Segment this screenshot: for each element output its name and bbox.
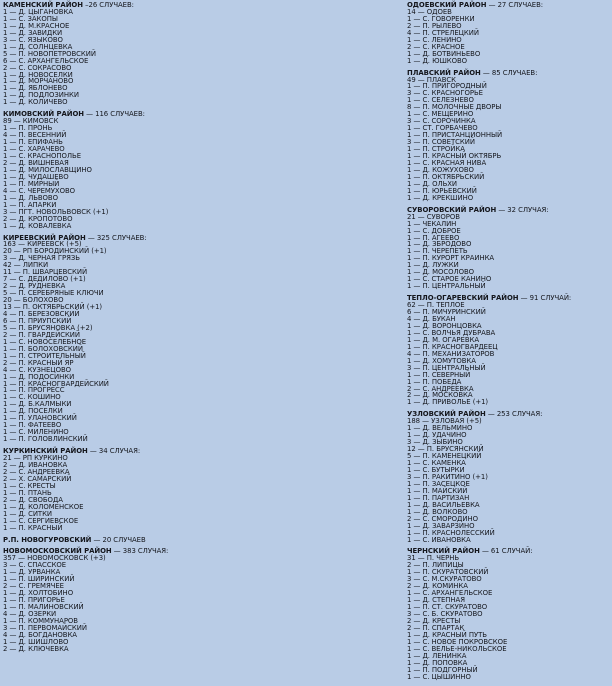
locality-row: 1 — С. НОВОЕ ПОКРОВСКОЕ [407, 637, 508, 646]
locality-row: 1 — Д. ВЕЛЬМИНО [407, 424, 473, 433]
locality-row: 1 — П. СКУРАТОВСКИЙ [407, 568, 489, 577]
locality-row: 31 — П. ЧЕРНЬ [407, 554, 460, 563]
locality-row: 3 — С. М.СКУРАТОВО [407, 575, 482, 584]
locality-row: 1 — П. ЮРЬЕВСКИЙ [407, 186, 477, 195]
district-title: Р.П. НОВОГУРОВСКИЙ [3, 535, 92, 544]
locality-row: 5 — П. КАМЕНЕЦКИЙ [407, 452, 482, 461]
locality-row: 3 — Д. ЧЕРНАЯ ГРЯЗЬ [3, 254, 80, 263]
locality-row: 1 — Д. БОТВИНЬЕВО [407, 49, 481, 58]
locality-row: 4 — Д. ОЗЕРКИ [3, 610, 57, 619]
locality-row: 3 — С. Б. СКУРАТОВО [407, 610, 483, 619]
locality-row: 1 — П. ПРИГОРЬЕ [3, 596, 65, 605]
locality-row: 1 — С. МИЛЕНИНО [3, 428, 69, 437]
district-title: СУВОРОВСКИЙ РАЙОН [407, 205, 497, 214]
district-case-count: — 325 СЛУЧАЕВ: [87, 233, 147, 242]
locality-row: 6 — П. ПРИУПСКИЙ [3, 316, 72, 325]
district-title: ТЕПЛО-ОГАРЕВСКИЙ РАЙОН [407, 294, 519, 303]
locality-row: 1 — П. КРАСНОЛЕССКИЙ [407, 528, 495, 537]
locality-row: 20 — БОЛОХОВО [3, 296, 64, 305]
locality-row: 2 — П. ЛИПИЦЫ [407, 561, 464, 570]
locality-row: 1 — Д. ЛЬВОВО [3, 193, 58, 202]
locality-row: 4 — П. СТРЕЛЕЦКИЙ [407, 28, 479, 37]
district-block [407, 295, 610, 406]
locality-row: 1 — Д. СИТКИ [3, 509, 53, 518]
locality-row: 5 — П. СЕРЕБРЯНЫЕ КЛЮЧИ [3, 289, 104, 298]
locality-row: 1 — Д. ВОРОНЦОВКА [407, 321, 482, 330]
locality-row: 2 — Х. САМАРСКИЙ [3, 474, 72, 483]
locality-row: 3 — П. ПЕРВОМАЙСКИЙ [3, 623, 87, 632]
district-case-count: — 91 СЛУЧАЙ: [520, 294, 572, 303]
locality-row: 1 — П. КОММУНАРОВ [3, 617, 78, 626]
locality-row: 1 — С. ГОВОРЕНКИ [407, 14, 475, 23]
locality-row: 14 — ОДОЕВ [407, 7, 452, 16]
locality-row: 1 — Д. ХОЛТОБИНО [3, 589, 74, 598]
locality-row: 1 — Д. ПРИВОЛЬЕ (+1) [407, 398, 489, 407]
locality-row: 1 — П. ШИРИНСКИЙ [3, 575, 75, 584]
locality-row: 1 — Д. ПОПОВКА [407, 658, 468, 667]
locality-row: 1 — Д. ЗАВИДКИ [3, 28, 63, 37]
district-case-count: — 85 СЛУЧАЕВ: [482, 68, 538, 77]
locality-row: 1 — С. АРХАНГЕЛЬСКОЕ [407, 589, 493, 598]
district-case-count: — 27 СЛУЧАЕВ: [488, 1, 544, 9]
locality-row: 4 — Д. БУКАН [407, 314, 456, 323]
locality-row: 1 — Д. М.КРАСНОЕ [3, 21, 70, 30]
locality-row: 2 — С. СОКРАСОВО [3, 63, 72, 72]
locality-row: 1 — Д. ПОДЛОЗИНКИ [3, 91, 79, 100]
locality-row: 4 — С. ЧЕРЕМУХОВО [3, 186, 76, 195]
locality-row: 1 — Д. ЧУДАШЕВО [3, 172, 69, 181]
locality-row: 1 — Д. ЗБРОДОВО [407, 240, 472, 249]
district-block [3, 111, 303, 229]
district-case-count: — 253 СЛУЧАЯ: [487, 410, 543, 419]
right-column [407, 2, 610, 686]
locality-row: 3 — С. КРАСНОГОРЬЕ [407, 89, 483, 98]
locality-row: 188 — УЗЛОВАЯ (+5) [407, 417, 482, 426]
locality-row: 2 — С. АНДРЕЕВКА [3, 467, 70, 476]
locality-row: 1 — С. БУТЫРКИ [407, 466, 465, 474]
locality-row: 1 — Д. ВАСИЛЬЕВКА [407, 500, 480, 509]
locality-row: 2 — С. ГРЕМЯЧЕЕ [3, 582, 64, 591]
locality-row: 357 — НОВОМОСКОВСК (+3) [3, 554, 106, 563]
locality-row: 1 — П. КРАСНОГВАРДЕЕЦ [407, 342, 498, 351]
locality-row: 1 — П. МИРНЫЙ [3, 179, 60, 188]
locality-row: 1 — П. ФАТЕЕВО [3, 421, 62, 430]
locality-row: 2 — П. СПАРТАК [407, 623, 465, 632]
locality-row: 2 — С. КРАСНОЕ [407, 42, 465, 51]
district-block [3, 2, 303, 106]
locality-row: 1 — Д. ШИШЛОВО [3, 637, 69, 646]
locality-row: 1 — П. СТРОЙКА [407, 145, 465, 154]
locality-row: 49 — ПЛАВСК [407, 75, 456, 84]
district-case-count: — 383 СЛУЧАЯ: [113, 547, 169, 556]
locality-row: 4 — П. БЕРЕЗОВСКИЙ [3, 309, 80, 318]
district-title: ЧЕРНСКИЙ РАЙОН [407, 547, 480, 556]
locality-row: 1 — П. ОКТЯБРЬСКИЙ [407, 172, 485, 181]
locality-row: 1 — П. КРАСНОГВАРДЕЙСКИЙ [3, 379, 109, 388]
locality-row: 6 — С. АРХАНГЕЛЬСКОЕ [3, 56, 89, 65]
locality-row: 21 — РП КУРКИНО [3, 454, 68, 463]
locality-row: 1 — С. КАМЕНКА [407, 459, 466, 468]
locality-row: 1 — С. ЛЕНИНО [407, 35, 462, 44]
locality-row: 5 — П. БРУСЯНОВКА (+2) [3, 323, 93, 332]
locality-row: 2 — Д. РУДНЕВКА [3, 282, 66, 291]
district-block [407, 2, 610, 65]
district-block [3, 235, 303, 444]
locality-row: 89 — КИМОВСК [3, 117, 59, 126]
district-case-count: — 116 СЛУЧАЕВ: [86, 110, 145, 119]
locality-row: 1 — П. КУРОРТ КРАИНКА [407, 254, 495, 263]
locality-row: 1 — С. СТАРОЕ КАНИНО [407, 275, 492, 284]
locality-row: 1 — Д. КОВАЛЕВКА [3, 221, 72, 230]
locality-row: 1 — Д. ЛЕНИНКА [407, 651, 467, 660]
district-block [407, 70, 610, 202]
locality-row: 1 — С. ВОЛЧЬЯ ДУБРАВА [407, 328, 496, 337]
locality-row: 1 — Д. КОЖУХОВО [407, 165, 474, 174]
locality-row: 3 — ПГТ. НОВОЛЬВОВСК (+1) [3, 207, 109, 216]
locality-row: 1 — С. КОШИНО [3, 393, 61, 402]
district-header [3, 537, 303, 544]
locality-row: 5 — П. НОВОПЕТРОВСКИЙ [3, 49, 96, 58]
locality-row: 1 — Д. ЛУЖКИ [407, 261, 459, 270]
locality-row: 2 — Д. КЛЮЧЕВКА [3, 644, 69, 653]
locality-row: 1 — С. КРЕСТЫ [3, 481, 56, 490]
locality-row: 6 — П. МИЧУРИНСКИЙ [407, 308, 486, 317]
locality-row: 3 — П. ЦЕНТРАЛЬНЫЙ [407, 363, 486, 372]
left-column [3, 2, 303, 658]
locality-row: 1 — П. ЕПИФАНЬ [3, 138, 63, 147]
locality-row: 2 — Д. КРЕСТЫ [407, 617, 461, 626]
locality-row: 3 — С. СПАССКОЕ [3, 561, 67, 570]
locality-row: 1 — С. ВЕЛЬЕ-НИКОЛЬСКОЕ [407, 644, 507, 653]
locality-row: 3 — П. СОВЕТСКИЙ [407, 138, 475, 147]
locality-row: 1 — Д. СОЛНЦЕВКА [3, 42, 73, 51]
district-title: ОДОЕВСКИЙ РАЙОН [407, 1, 487, 9]
locality-row: 20 — РП БОРОДИНСКИЙ (+1) [3, 247, 107, 256]
locality-row: 1 — С. КРАСНАЯ НИВА [407, 158, 487, 167]
locality-row: 3 — С. ЯЗЫКОВО [3, 35, 63, 44]
locality-row: 1 — С. ИВАНОВКА [407, 535, 471, 544]
locality-row: 2 — П. ГВАРДЕЙСКИЙ [3, 330, 81, 339]
locality-row: 1 — П. ПОБЕДА [407, 377, 462, 386]
locality-row: 12 — П. БРУСЯНСКИЙ [407, 445, 484, 454]
locality-row: 1 — П. ГОЛОВЛИНСКИЙ [3, 435, 88, 444]
locality-row: 1 — П. СТ. СКУРАТОВО [407, 603, 488, 612]
district-block [3, 448, 303, 531]
district-title: НОВОМОСКОВСКИЙ РАЙОН [3, 547, 112, 556]
locality-row: 1 — Д. М. ОГАРЕВКА [407, 335, 480, 344]
locality-row: 13 — П. ОКТЯБРЬСКИЙ (+1) [3, 303, 103, 312]
locality-row: 1 — Д. ПОДОСИНКИ [3, 372, 75, 381]
district-case-count: — 32 СЛУЧАЯ: [498, 205, 549, 214]
locality-row: 1 — С. НОВОСЕЛЕБНОЕ [3, 337, 87, 346]
locality-row: 163 — КИРЕЕВСК (+5) [3, 240, 82, 249]
locality-row: 1 — С. СЕЛЕЗНЕВО [407, 96, 474, 105]
locality-row: 1 — П. СЕВЕРНЫЙ [407, 370, 471, 379]
locality-row: 1 — С. ХАРАЧЕВО [3, 145, 65, 154]
district-title: КАМЕНСКИЙ РАЙОН [3, 1, 83, 9]
locality-row: 1 — П. МАЛИНОВСКИЙ [3, 603, 84, 612]
locality-row: 1 — П. ПАРТИЗАН [407, 493, 470, 502]
district-title: КУРКИНСКИЙ РАЙОН [3, 447, 88, 456]
locality-row: 11 — П. ШВАРЦЕВСКИЙ [3, 268, 88, 277]
district-block [407, 411, 610, 543]
district-title: КИМОВСКИЙ РАЙОН [3, 110, 85, 119]
district-case-count: — 34 СЛУЧАЯ: [89, 447, 141, 456]
locality-row: 1 — П. БОЛОХОВСКИЙ [3, 344, 83, 353]
district-block [3, 537, 303, 544]
locality-row: 2 — Д. КРОПОТОВО [3, 214, 73, 223]
locality-row: 1 — Д. ОЛЬХИ [407, 179, 458, 188]
locality-row: 1 — Д. ЗАВАРЗИНО [407, 521, 475, 530]
locality-row: 1 — Д. КРЕКШИНО [407, 193, 474, 202]
locality-row: 1 — П. ПРИСТАНЦИОННЫЙ [407, 131, 503, 140]
locality-row: 1 — П. СТРОИТЕЛЬНЫЙ [3, 351, 86, 360]
locality-row: 3 — Д. ЗЫБИНО [407, 438, 463, 447]
locality-row: 1 — С. ДОБРОЕ [407, 226, 461, 235]
district-case-count: — 61 СЛУЧАЙ: [481, 547, 533, 556]
locality-row: 1 — П. ПРОГРЕСС [3, 386, 65, 395]
locality-row: 2 — Д. ИВАНОВКА [3, 461, 68, 469]
locality-row: 1 — П. АПАРКИ [3, 200, 57, 209]
locality-row: 1 — Д. НОВОСЕЛКИ [3, 70, 73, 79]
locality-row: 1 — С. ЦЫШИННО [407, 672, 471, 681]
locality-row: 1 — Д. ЯБЛОНЕВО [3, 84, 68, 93]
locality-row: 1 — П. ЧЕРЕПЕТЬ [407, 247, 468, 256]
locality-row: 1 — СТ. ГОРБАЧЕВО [407, 124, 478, 133]
locality-row: 1 — С. МЕЩЕРИНО [407, 110, 474, 119]
locality-row: 1 — Д. ХОМУТОВКА [407, 356, 476, 365]
locality-row: 2 — Д. КОМИНКА [407, 582, 468, 591]
locality-row: 1 — Д. Б.КАЛМЫКИ [3, 400, 72, 409]
locality-row: 1 — П. ЦЕНТРАЛЬНЫЙ [407, 282, 486, 291]
locality-row: 1 — Д. ПОСЕЛКИ [3, 407, 63, 416]
locality-row: 1 — Д. КОЛИЧЕВО [3, 98, 68, 107]
locality-row: 1 — П. ПТАНЬ [3, 488, 52, 497]
locality-row: 1 — П. ПРИГОРОДНЫЙ [407, 82, 487, 91]
locality-row: 1 — Д. ЦЫГАНОВКА [3, 7, 73, 16]
locality-row: 1 — Д. СТЕПНАЯ [407, 596, 465, 605]
district-block [407, 207, 610, 290]
locality-row: 4 — П. ВЕСЕННИЙ [3, 131, 67, 140]
locality-row: 1 — П. АГЕЕВО [407, 233, 460, 242]
locality-row: 1 — П. УЛАНОВСКИЙ [3, 414, 77, 423]
locality-row: 2 — Д. СВОБОДА [3, 495, 63, 504]
locality-row: 62 — П. ТЕПЛОЕ [407, 301, 465, 310]
locality-row: 1 — П. ЗАСЕЦКОЕ [407, 479, 470, 488]
locality-row: 1 — Д. МОСОЛОВО [407, 268, 475, 277]
locality-row: 2 — С. АНДРЕЕВКА [407, 384, 474, 393]
locality-row: 2 — С. СМОРОДИНО [407, 514, 478, 523]
locality-row: 42 — ЛИПКИ [3, 261, 49, 270]
locality-row: 1 — Д. КРАСНЫЙ ПУТЬ [407, 630, 487, 639]
locality-row: 4 — С. КУЗНЕЦОВО [3, 365, 72, 374]
locality-row: 4 — П. МЕХАНИЗАТОРОВ [407, 349, 495, 358]
locality-row: 1 — П. ПРОНЬ [3, 124, 53, 133]
locality-row: 1 — С. КРАСНОПОЛЬЕ [3, 152, 81, 161]
locality-row: 1 — Д. КОЛОМЕНСКОЕ [3, 502, 84, 511]
locality-row: 3 — П. РАКИТИНО (+1) [407, 472, 488, 481]
locality-row: 1 — Д. ВОЛКОВО [407, 507, 468, 516]
district-block [407, 548, 610, 680]
locality-row: 8 — П. МОЛОЧНЫЕ ДВОРЫ [407, 103, 502, 112]
locality-row: 3 — С. СОРОЧИНКА [407, 117, 476, 126]
district-block [3, 548, 303, 652]
locality-row: 1 — Д. МИЛОСЛАВЩИНО [3, 165, 92, 174]
district-case-count: — 20 СЛУЧАЕВ [93, 535, 146, 544]
locality-row: 7 — С. ДЕДИЛОВО (+1) [3, 275, 86, 284]
locality-row: 1 — Д. УРВАНКА [3, 568, 61, 577]
locality-row: 1 — П. КРАСНЫЙ [3, 523, 63, 532]
locality-row: 2 — Д. ВИШНЕВАЯ [3, 158, 69, 167]
locality-row: 2 — Д. МОСКОВКА [407, 391, 473, 400]
locality-row: 2 — П. КРАСНЫЙ ЯР [3, 358, 74, 367]
district-title: УЗЛОВСКИЙ РАЙОН [407, 410, 486, 419]
locality-row: 1 — П. МАЙСКИЙ [407, 486, 468, 495]
locality-row: 1 — Д. УДАЧИНО [407, 431, 467, 440]
locality-row: 2 — П. РЫЛЕВО [407, 21, 462, 30]
district-title: ПЛАВСКИЙ РАЙОН [407, 68, 481, 77]
locality-row: 1 — С. ЗАКОПЫ [3, 14, 58, 23]
district-title: КИРЕЕВСКИЙ РАЙОН [3, 233, 86, 242]
locality-row: 1 — П. КРАСНЫЙ ОКТЯБРЬ [407, 152, 502, 161]
district-case-count: –26 СЛУЧАЕВ: [85, 1, 134, 9]
locality-row: 4 — Д. БОГДАНОВКА [3, 630, 77, 639]
locality-row: 1 — С. СЕРГИЕВСКОЕ [3, 516, 79, 525]
locality-row: 1 — Д. МОРЧАНОВО [3, 77, 74, 86]
locality-row: 1 — ЧЕКАЛИН [407, 219, 457, 228]
locality-row: 1 — Д. ЮШКОВО [407, 56, 468, 65]
locality-row: 21 — СУВОРОВ [407, 212, 460, 221]
locality-row: 1 — П. ПОДГОРНЫЙ [407, 665, 478, 674]
